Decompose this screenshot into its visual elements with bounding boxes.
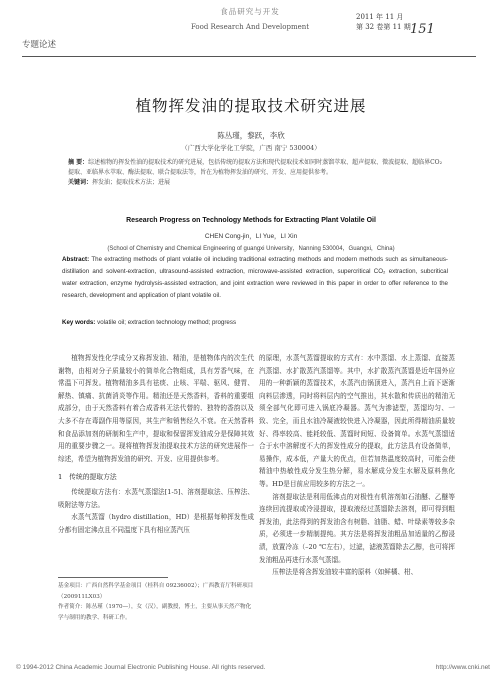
body-column-right <box>259 352 455 579</box>
journal-name-en: Food Research And Development <box>190 23 310 31</box>
footer-copyright: © 1994-2012 China Academic Journal Electronic Publishing House. All rights reserved. <box>16 664 266 671</box>
article-affiliation: （广西大学化学化工学院，广西 南宁 530004） <box>181 144 321 152</box>
english-abstract-label: Abstract: <box>62 256 90 263</box>
page-number: 151 <box>410 22 435 37</box>
english-title: Research Progress on Technology Methods for Extracting Plant Volatile Oil <box>126 217 376 224</box>
body-column-left <box>58 352 254 536</box>
body-paragraph: 压榨法是将含挥发油较丰富的原料（如鲜橘、柑、 <box>272 568 418 577</box>
english-keywords <box>62 319 448 326</box>
header-rule <box>22 56 476 57</box>
body-paragraph: 溶剂提取法是利用低沸点的对极性有机溶剂如石油醚、乙醚等连续回流提取或冷浸提取，提取液经过蒸馏除去溶剂，即可得到粗挥发油，此法得到的挥发油含有树脂、油脂、蜡、叶绿素等较多杂质，必须进一步精制提纯。其方法是将挥发油粗品加适量的乙醇浸渍，放置冷冻（–20 ℃左右），过滤，滤液蒸馏除去乙醇，也可将挥发油粗品再进行水蒸气蒸馏。 <box>259 492 455 564</box>
header-section-label: 专题论述 <box>22 40 57 50</box>
issue-info <box>356 12 411 32</box>
keywords-cn-label: 关键词： <box>68 179 93 186</box>
journal-masthead <box>160 6 340 31</box>
abstract-cn-label: 摘 要： <box>68 159 89 166</box>
english-affiliation: (School of Chemistry and Chemical Engineering of guangxi University，Nanning 530004，Guangxi，China) <box>107 246 395 252</box>
issue-date: 2011 年 11 月 <box>356 13 404 21</box>
footnote-rule <box>58 577 168 578</box>
abstract-cn-text: 综述植物的挥发性油的提取技术的研究进展，包括传统的提取方法和现代提取技术如同时蒸馏萃取、超声提取、微波提取、超临界CO₂提取、亚临界水萃取、酶法提取、联合提取法等，旨在为植物挥发油的研究、开发、应用提供参考。 <box>68 159 443 176</box>
footnote-author: 作者简介：陈丛瑾（1970—），女（汉），副教授，博士，主要从事天然产物化学与制用的教学、科研工作。 <box>58 604 252 621</box>
article-title: 植物挥发油的提取技术研究进展 <box>135 97 367 115</box>
english-abstract-text: The extracting methods of plant volatile oil including traditional extracting methods and modern methods such as simultaneous-distillation and solvent-extraction, ultrasound-assisted extraction, microwave-assisted extraction, supercritical CO₂ extraction, subcritical water extraction, enzyme hydrolysis-assisted extraction, and joint extraction were reviewed in this paper in order to offer reference to the research, development and application of plant volatile oil. <box>62 256 448 299</box>
body-paragraph: 的原理，水蒸气蒸馏提取的方式有：水中蒸馏、水上蒸馏、直接蒸汽蒸馏、水扩散蒸汽蒸馏等。其中，水扩散蒸汽蒸馏是近年国外应用的一种新颖的蒸馏技术，水蒸汽由锅顶进入，蒸汽自上而下逐渐向料层渗透，同时将料层内的空气推出，其水散和传质出的精油无须全部气化即可进入锅底冷凝器。蒸气为渗滤型，蒸馏均匀、一致、完全，而且水油冷凝液较快进入冷凝器，因此所得精油质量较好、得率较高、能耗较低、蒸馏时间短、设备简单。水蒸气蒸馏适合于水中溶解度不大的挥发性成分的提取，此方法具有设备简单，易操作，成本低，产量大的优点，但若加热温度较高时，可能会使精油中热敏性成分发生热分解，易水解成分发生水解及原料焦化等。HD是目前应用较多的方法之一。 <box>259 354 455 488</box>
english-authors: CHEN Cong-jin，LI Yue，LI Xin <box>204 233 298 240</box>
footnote <box>58 581 254 623</box>
page-footer <box>0 664 502 676</box>
english-keywords-text: volatile oil; extraction technology method; progress <box>97 319 237 326</box>
keywords-cn-text: 挥发油；提取技术方法；进展 <box>92 179 171 186</box>
body-paragraph: 传统提取方法有：水蒸气蒸馏法[1-5]、溶剂提取法、压榨法、吸附法等方法。 <box>58 487 254 509</box>
footnote-fund: 基金项目：广西自然科学基金项目（桂科自 09236002）；广西教育厅科研项目（200911LX03） <box>58 583 254 600</box>
english-keywords-label: Key words: <box>62 319 96 326</box>
article-authors: 陈丛瑾，黎跃，李欣 <box>217 131 285 140</box>
english-abstract <box>62 254 448 302</box>
issue-volume: 第 32 卷第 11 期 <box>356 23 411 31</box>
body-paragraph: 水蒸气蒸馏（hydro distillation，HD）是根据每种挥发性成分都有固定沸点且不同温度下具有相应蒸汽压 <box>58 513 254 534</box>
section-heading-1: 1 传统的提取方法 <box>58 473 117 482</box>
journal-name-cn: 食品研究与开发 <box>220 7 280 16</box>
abstract-cn <box>68 158 444 188</box>
intro-paragraph: 植物挥发性化学成分又称挥发油、精油，是植物体内的次生代谢物，由相对分子质量较小的简单化合物组成，具有芳香气味，在常温下可挥发。植物精油多具有祛痰、止咳、平喘、驱风、健胃、解热、镇痛、抗菌消炎等作用。精油还是天然香料，香料的重要组成部分，由于天然香料有着合成香料无法代替的、独特的香韵以及大多不存在毒副作用等原因，其生产和销售经久不衰。在天然香料和食品添加剂的研制和生产中，提取和保留挥发油成分是保障其效用的重要步骤之一。现将植物挥发油提取技术方法的研究进展作一综述，希望为植物挥发油的研究、开发、应用提供参考。 <box>58 354 254 463</box>
footer-link[interactable]: http://www.cnki.net <box>435 664 490 671</box>
